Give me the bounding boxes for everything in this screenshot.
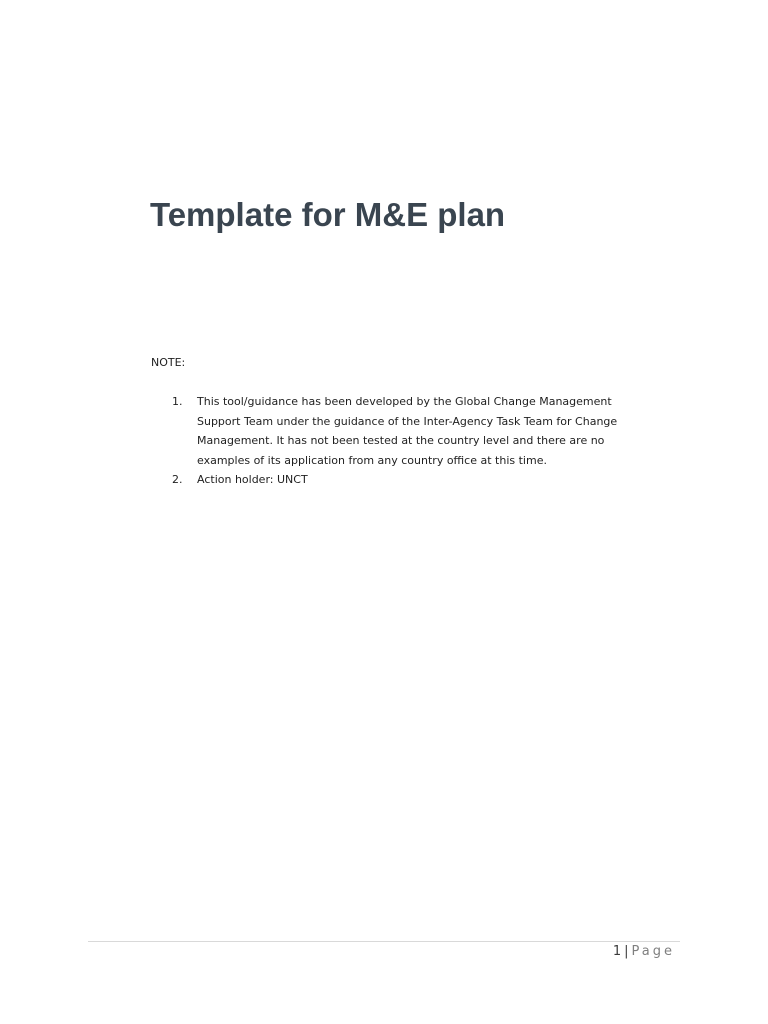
document-title: Template for M&E plan: [150, 196, 506, 233]
note-item-number: 1.: [172, 395, 183, 408]
note-item-text: Action holder: UNCT: [197, 473, 308, 486]
note-item-1: [172, 392, 652, 470]
note-item-text: This tool/guidance has been developed by the Global Change Management Support Team under the guidance of the Inter-Agency Task Team for Change Management. It has not been tested at the country level and there are no examples of its application from any country office at this time.: [197, 395, 618, 467]
note-label: NOTE:: [151, 356, 186, 369]
page-footer: [613, 944, 675, 959]
page-number: 1: [612, 944, 622, 959]
note-item-number: 2.: [172, 473, 183, 486]
page-label: Page: [631, 944, 675, 959]
footer-divider: [88, 941, 680, 942]
page-separator: |: [624, 944, 629, 959]
note-item-2: [172, 470, 652, 490]
note-list: [172, 392, 652, 490]
